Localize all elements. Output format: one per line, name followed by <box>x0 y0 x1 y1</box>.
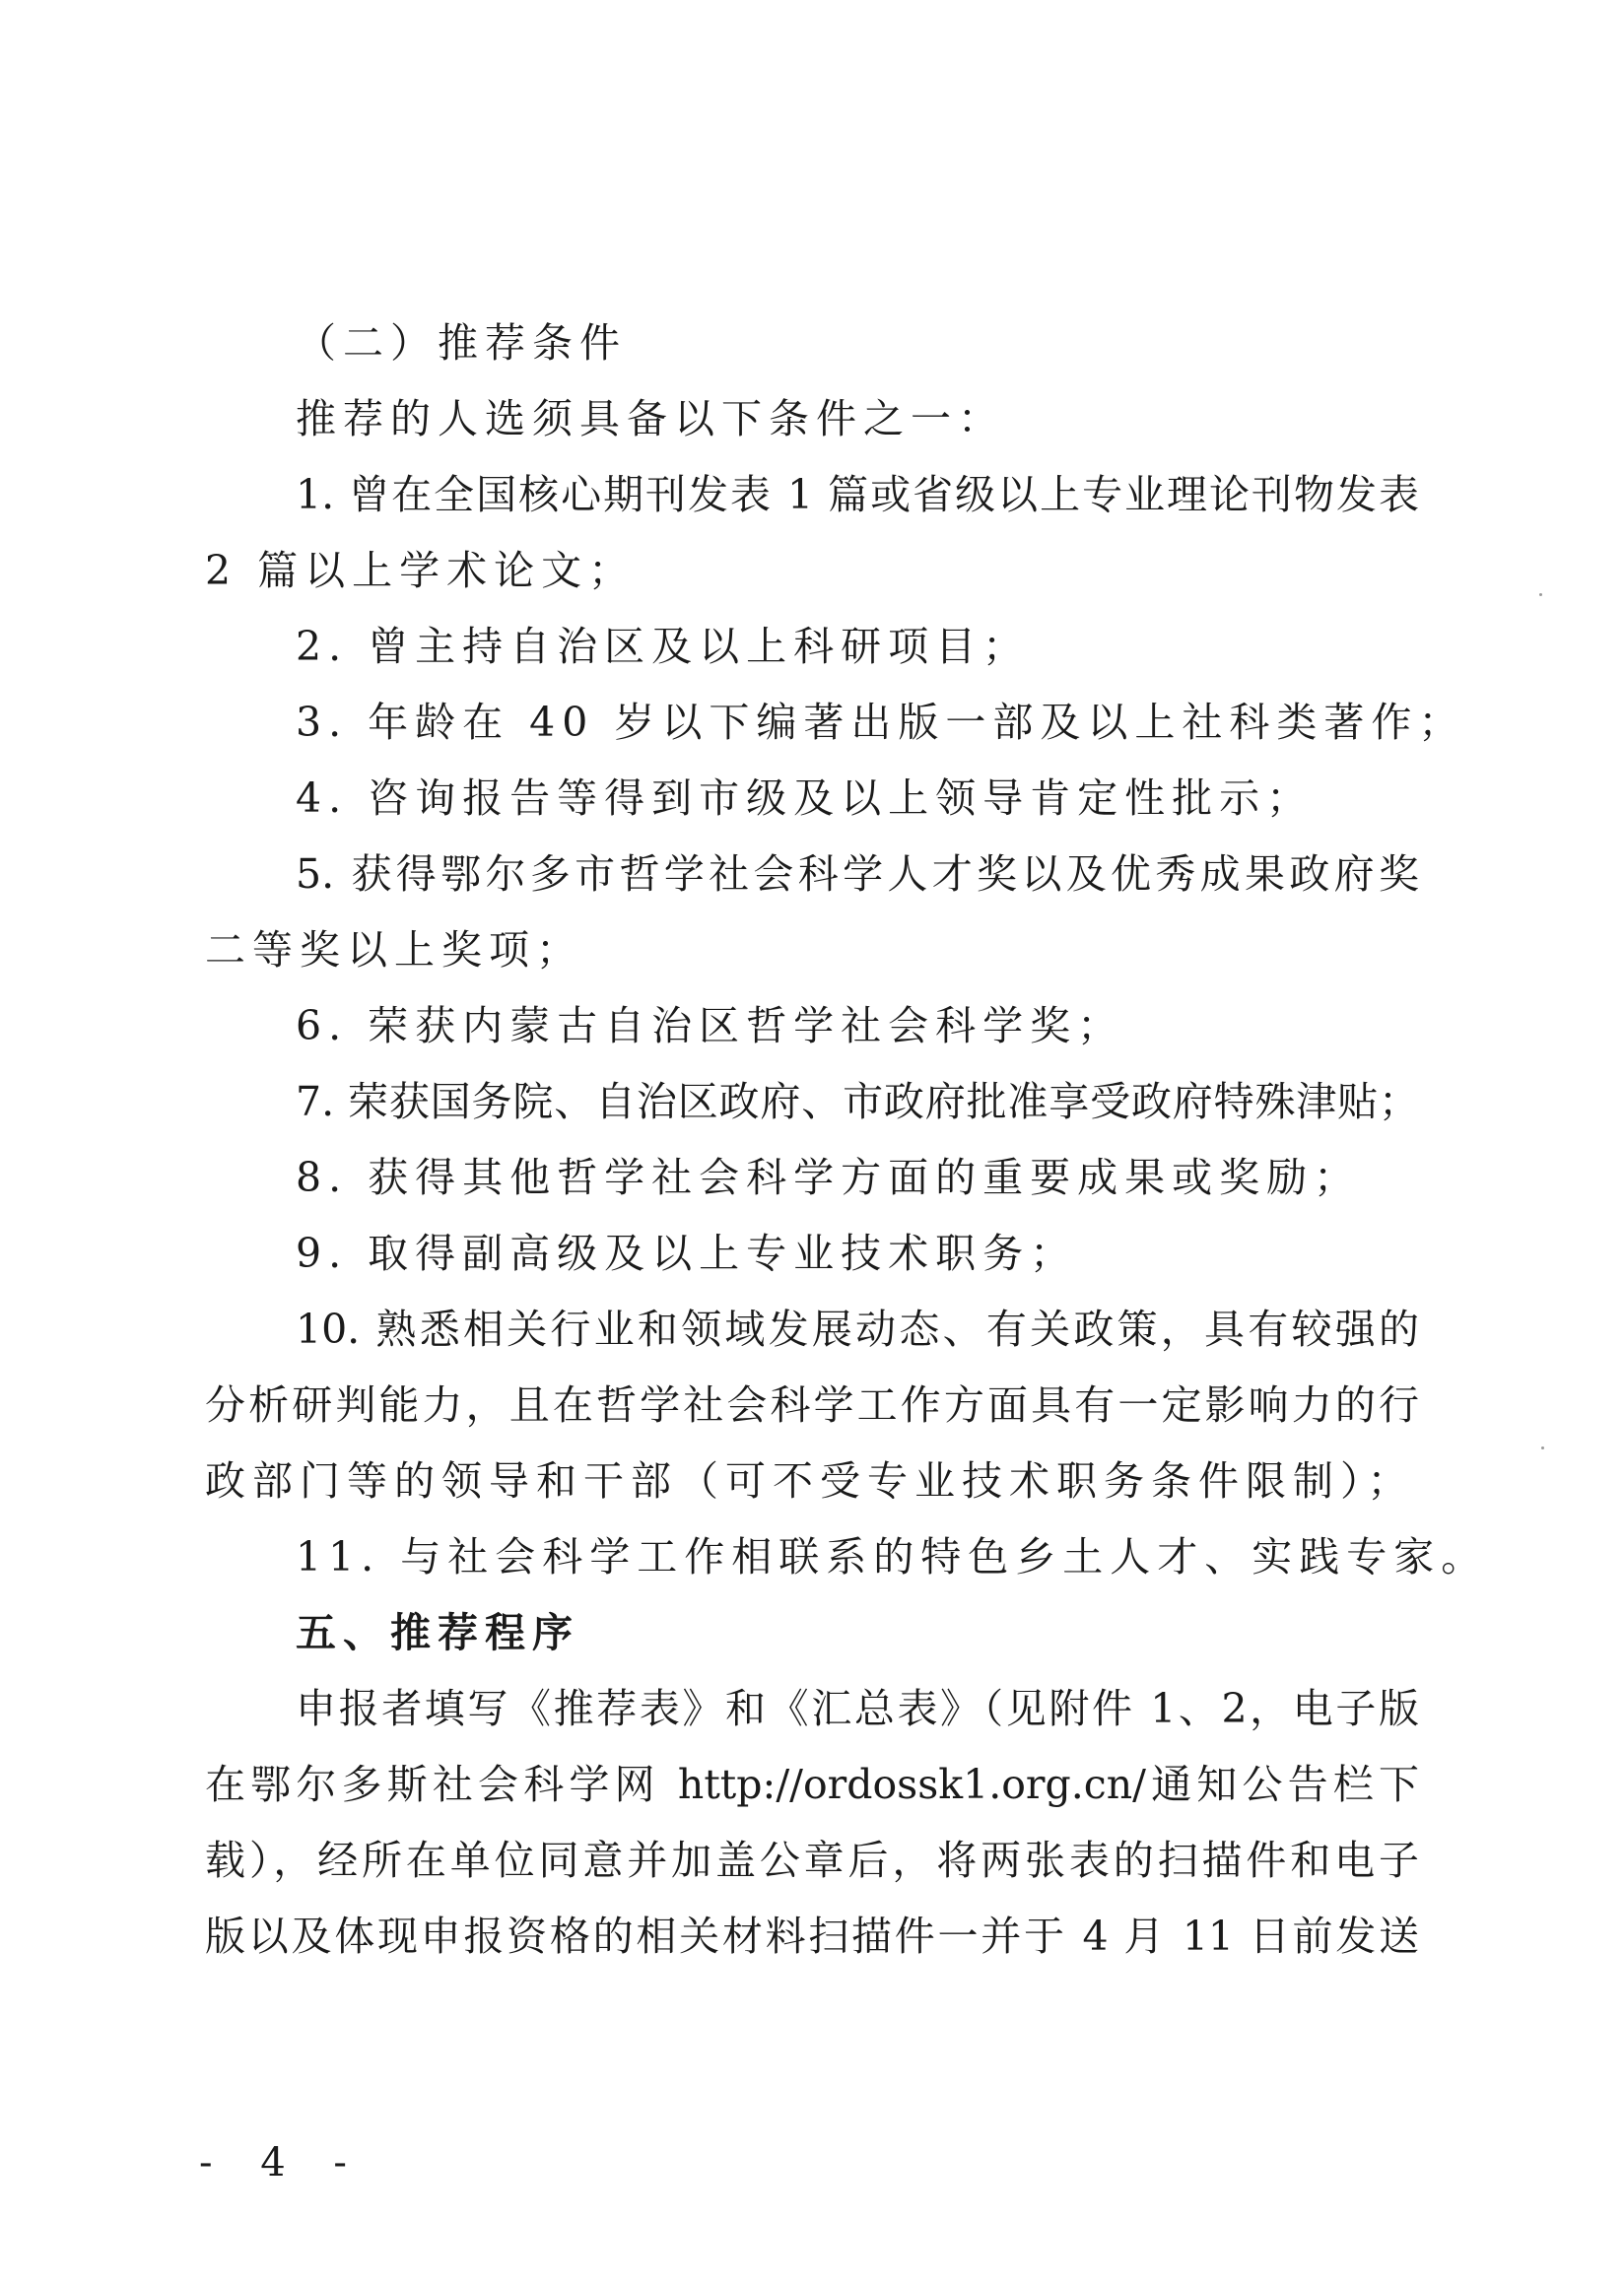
list-item-continuation: 二等奖以上奖项； <box>205 926 583 974</box>
list-item: 3. 年龄在 40 岁以下编著出版一部及以上社科类著作； <box>296 699 1466 746</box>
document-body <box>205 305 1489 1975</box>
paragraph-line: 载），经所在单位同意并加盖公章后，将两张表的扫描件和电子 <box>205 1837 1419 1884</box>
paragraph-line: 版以及体现申报资格的相关材料扫描件一并于 4 月 11 日前发送 <box>205 1913 1419 1960</box>
list-item: 8. 获得其他哲学社会科学方面的重要成果或奖励； <box>296 1154 1362 1201</box>
list-item: 11. 与社会科学工作相联系的特色乡土人才、实践专家。 <box>296 1533 1489 1580</box>
paragraph-line: 申报者填写《推荐表》和《汇总表》（见附件 1、2，电子版 <box>296 1685 1419 1732</box>
list-item: 6. 荣获内蒙古自治区哲学社会科学奖； <box>296 1002 1125 1049</box>
list-item-continuation: 政部门等的领导和干部（可不受专业技术职务条件限制）； <box>205 1457 1415 1505</box>
list-item: 5. 获得鄂尔多市哲学社会科学人才奖以及优秀成果政府奖 <box>296 850 1419 898</box>
paragraph-line: 在鄂尔多斯社会科学网 http://ordossk1.org.cn/通知公告栏下 <box>205 1761 1419 1808</box>
paragraph-line: 推荐的人选须具备以下条件之一： <box>296 395 1005 442</box>
page-number: - 4 - <box>199 2140 365 2185</box>
list-item-continuation: 2 篇以上学术论文； <box>205 547 637 594</box>
list-item: 7. 荣获国务院、自治区政府、市政府批准享受政府特殊津贴； <box>296 1078 1419 1125</box>
list-item: 9. 取得副高级及以上专业技术职务； <box>296 1230 1078 1277</box>
list-item: 2. 曾主持自治区及以上科研项目； <box>296 623 1031 670</box>
list-item-continuation: 分析研判能力，且在哲学社会科学工作方面具有一定影响力的行 <box>205 1381 1419 1429</box>
list-item: 10. 熟悉相关行业和领域发展动态、有关政策，具有较强的 <box>296 1306 1419 1353</box>
subsection-heading: （二）推荐条件 <box>296 319 627 367</box>
scan-speck <box>1541 1446 1544 1449</box>
list-item: 1. 曾在全国核心期刊发表 1 篇或省级以上专业理论刊物发表 <box>296 471 1419 518</box>
section-heading: 五、推荐程序 <box>296 1609 579 1656</box>
scan-speck <box>1539 593 1542 596</box>
list-item: 4. 咨询报告等得到市级及以上领导肯定性批示； <box>296 774 1315 822</box>
